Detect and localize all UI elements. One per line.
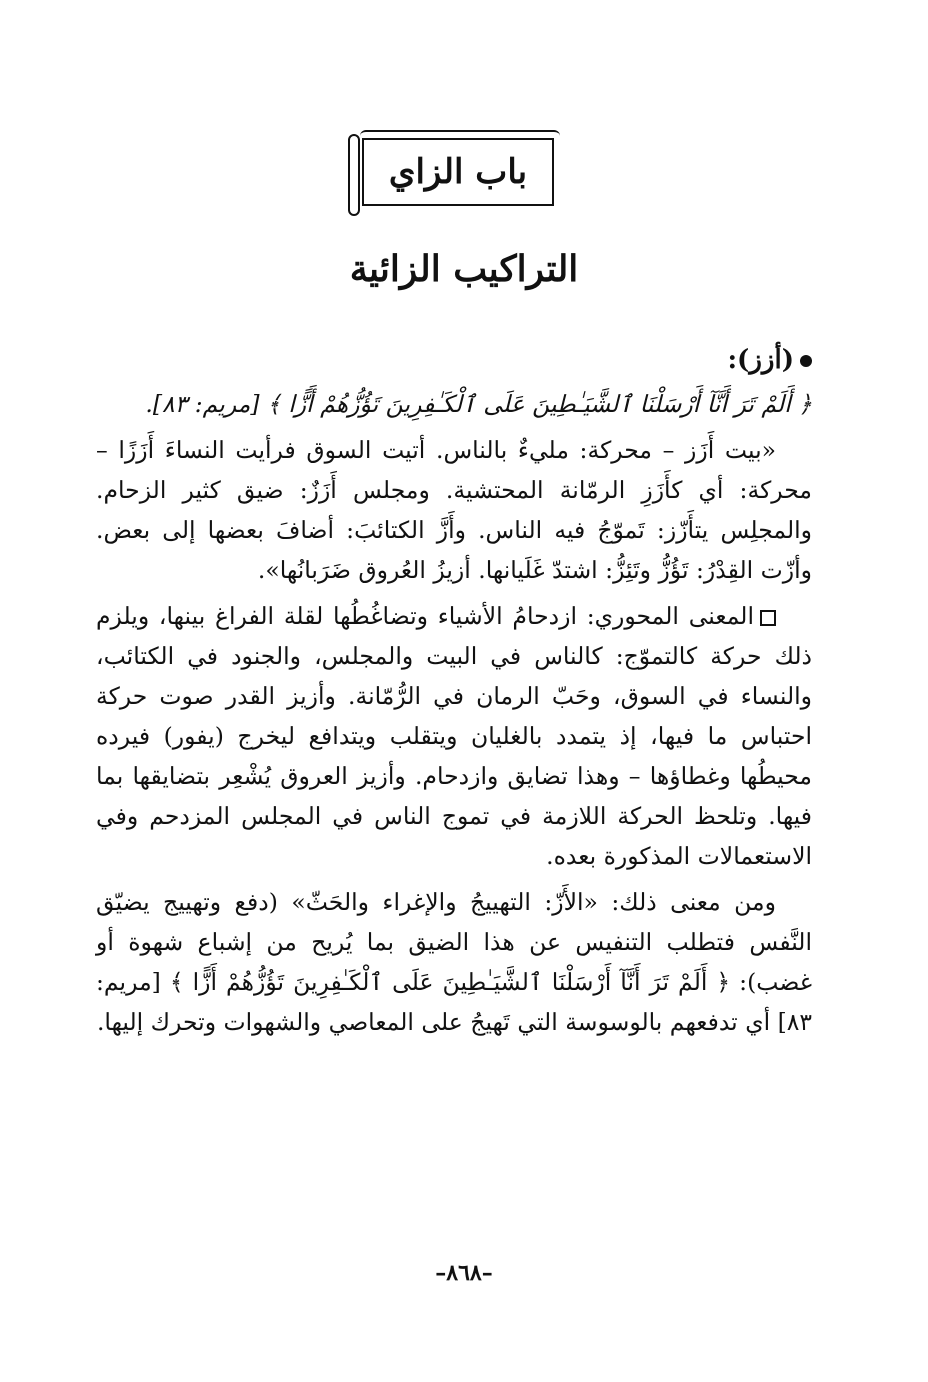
headword-text: (أزز):	[727, 345, 794, 375]
section-title: التراكيب الزائية	[349, 248, 579, 290]
entry-headword	[96, 340, 812, 380]
core-meaning-text: المعنى المحوري: ازدحامُ الأشياء وتضاغُطُها لقلة الفراغ بينها، ويلزم ذلك حركة كالتموّج: كالناس في البيت والمجلس، والجنود في الكتائب، والنساء في السوق، وحَبّ الرمان في الرُّمّانة. وأزيز القدر صوت حركة احتباس ما فيها، إذ يتمدد بالغليان ويتقلب ويتدافع ليخرج (يفور) فيرده محيطُها وغطاؤها – وهذا تضايق وازدحام. وأزيز العروق يُشْعِر بتضايقها بما فيها. وتلحظ الحركة اللازمة في تموج الناس في المجلس المزدحم وفي الاستعمالات المذكورة بعده.	[96, 602, 812, 870]
lexical-definition: «بيت أَزَز – محركة: مليءٌ بالناس. أتيت السوق فرأيت النساءَ أَزَزًا – محركة: أي كأَزَزِ الرمّانة المحتشية. ومجلس أَزَزٌ: ضيق كثير الزحام. والمجلِس يتأَزّز: تَموّجُ فيه الناس. وأَزَّ الكتائبَ: أضافَ بعضها إلى بعض. وأزّت القِدْرُ: تَؤُزُّ وتَئِزُّ: اشتدّ غَلَيانها. أزيزُ العُروق ضَرَبانُها».	[96, 436, 812, 584]
entry-body	[96, 340, 812, 1042]
bullet-icon	[800, 355, 812, 367]
chapter-title-frame	[362, 138, 554, 206]
square-marker-icon	[760, 610, 776, 626]
chapter-title: باب الزاي	[388, 152, 528, 192]
core-meaning-paragraph	[96, 596, 812, 876]
further-meaning-paragraph: ومن معنى ذلك: «الأَزّ: التهييجُ والإغراء والحَثّ» (دفع وتهييج يضيّق النَّفس فتطلب التنفيس عن هذا الضيق بما يُريح من إشباع شهوة أو غضب): ﴿ أَلَمْ تَرَ أَنَّآ أَرْسَلْنَا ٱلشَّيَـٰطِينَ عَلَى ٱلْكَـٰفِرِينَ تَؤُزُّهُمْ أَزًّا ﴾ [مريم: ٨٣] أي تدفعهم بالوسوسة التي تَهيجُ على المعاصي والشهوات وتحرك إليها.	[96, 888, 812, 1036]
quran-verse: ﴿ أَلَمْ تَرَ أَنَّآ أَرْسَلْنَا ٱلشَّيَـٰطِينَ عَلَى ٱلْكَـٰفِرِينَ تَؤُزُّهُمْ أَزًّا ﴾ [مريم: ٨٣].	[145, 390, 812, 418]
page-number: –٨٦٨–	[435, 1260, 493, 1286]
